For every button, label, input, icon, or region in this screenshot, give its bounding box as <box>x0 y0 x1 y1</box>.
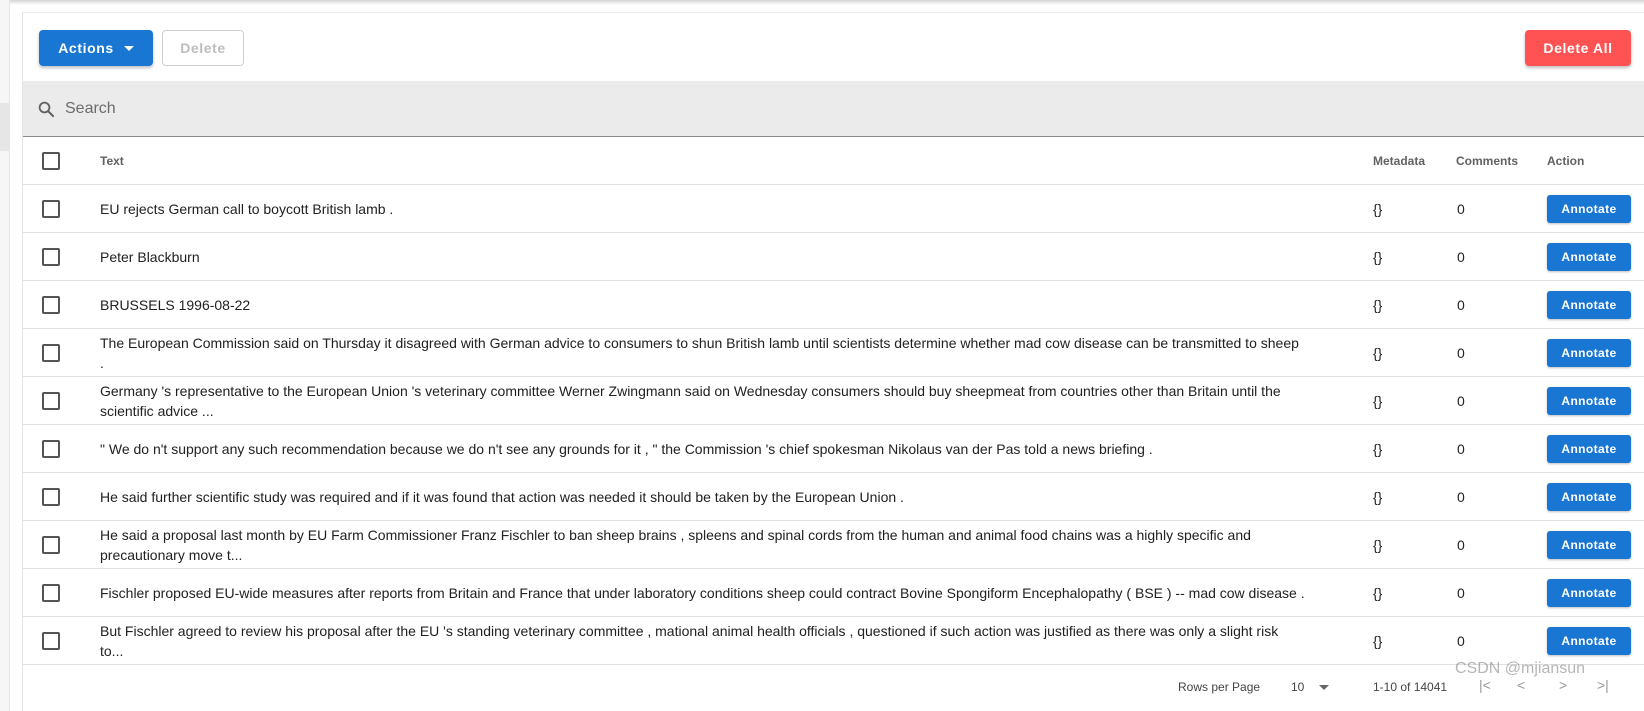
row-metadata: {} <box>1373 393 1383 409</box>
row-comments: 0 <box>1457 633 1465 649</box>
select-all-checkbox[interactable] <box>42 152 60 170</box>
table-row <box>23 569 1644 617</box>
left-rail-highlight <box>0 103 10 151</box>
prev-page-icon[interactable]: < <box>1517 677 1526 693</box>
annotate-button[interactable]: Annotate <box>1547 483 1631 511</box>
rows-per-page-label: Rows per Page <box>1178 680 1261 694</box>
row-metadata: {} <box>1373 585 1383 601</box>
first-page-icon[interactable]: |< <box>1479 677 1491 693</box>
header-comments[interactable]: Comments <box>1456 154 1519 168</box>
watermark-text: CSDN @mjiansun <box>1455 660 1586 677</box>
toolbar <box>23 13 1644 81</box>
search-input[interactable] <box>63 95 1463 123</box>
table-footer <box>23 665 1644 709</box>
table-row <box>23 617 1644 665</box>
row-text: Germany 's representative to the European Union 's veterinary committee Werner Zwingmann said on Wednesday consumers should buy sheepmeat from countries other than Britain until the scientific advice ... <box>100 383 1281 419</box>
table-row <box>23 233 1644 281</box>
table-row <box>23 521 1644 569</box>
header-metadata[interactable]: Metadata <box>1373 154 1426 168</box>
pagination-range: 1-10 of 14041 <box>1373 680 1448 694</box>
left-rail <box>0 0 10 711</box>
actions-button[interactable] <box>39 30 153 66</box>
annotate-button[interactable]: Annotate <box>1547 291 1631 319</box>
annotate-button[interactable]: Annotate <box>1547 579 1631 607</box>
delete-all-button[interactable]: Delete All <box>1525 30 1631 66</box>
row-checkbox[interactable] <box>42 392 60 410</box>
row-text: EU rejects German call to boycott British lamb . <box>100 201 394 217</box>
top-shadow <box>0 0 1644 5</box>
row-comments: 0 <box>1457 537 1465 553</box>
search-icon <box>37 100 55 118</box>
table-header-row <box>23 137 1644 185</box>
row-comments: 0 <box>1457 249 1465 265</box>
row-comments: 0 <box>1457 585 1465 601</box>
chevron-down-icon[interactable] <box>1319 685 1329 690</box>
table-row <box>23 425 1644 473</box>
row-comments: 0 <box>1457 201 1465 217</box>
row-checkbox[interactable] <box>42 200 60 218</box>
annotate-button[interactable]: Annotate <box>1547 195 1631 223</box>
row-comments: 0 <box>1457 489 1465 505</box>
row-checkbox[interactable] <box>42 344 60 362</box>
row-checkbox[interactable] <box>42 248 60 266</box>
table-row <box>23 185 1644 233</box>
rows-per-page-select[interactable]: 10 <box>1291 680 1305 694</box>
row-metadata: {} <box>1373 297 1383 313</box>
delete-button[interactable]: Delete <box>162 30 244 66</box>
row-metadata: {} <box>1373 441 1383 457</box>
last-page-icon[interactable]: >| <box>1597 677 1609 693</box>
row-metadata: {} <box>1373 345 1383 361</box>
row-checkbox[interactable] <box>42 488 60 506</box>
row-metadata: {} <box>1373 633 1383 649</box>
row-checkbox[interactable] <box>42 632 60 650</box>
row-checkbox[interactable] <box>42 296 60 314</box>
annotate-button[interactable]: Annotate <box>1547 435 1631 463</box>
row-checkbox[interactable] <box>42 536 60 554</box>
row-metadata: {} <box>1373 201 1383 217</box>
table-row <box>23 377 1644 425</box>
next-page-icon[interactable]: > <box>1559 677 1568 693</box>
row-comments: 0 <box>1457 393 1465 409</box>
row-comments: 0 <box>1457 441 1465 457</box>
row-text: Peter Blackburn <box>100 249 200 265</box>
dataset-card <box>22 12 1644 711</box>
actions-button-label: Actions <box>58 40 114 56</box>
annotate-button[interactable]: Annotate <box>1547 627 1631 655</box>
search-bar <box>23 81 1644 137</box>
row-text: He said a proposal last month by EU Farm Commissioner Franz Fischler to ban sheep brains , spleens and spinal cords from the human and animal food chains was a highly specific and precautionary move t... <box>100 527 1251 563</box>
annotate-button[interactable]: Annotate <box>1547 243 1631 271</box>
table-row <box>23 329 1644 377</box>
row-text: The European Commission said on Thursday it disagreed with German advice to consumers to shun British lamb until scientists determine whether mad cow disease can be transmitted to sheep . <box>100 335 1299 371</box>
caret-down-icon <box>124 46 134 51</box>
table-row <box>23 281 1644 329</box>
table-row <box>23 473 1644 521</box>
annotate-button[interactable]: Annotate <box>1547 531 1631 559</box>
annotate-button[interactable]: Annotate <box>1547 387 1631 415</box>
row-checkbox[interactable] <box>42 440 60 458</box>
row-metadata: {} <box>1373 489 1383 505</box>
header-text[interactable]: Text <box>100 154 124 168</box>
row-text: He said further scientific study was required and if it was found that action was needed it should be taken by the European Union . <box>100 489 904 505</box>
row-text: " We do n't support any such recommendation because we do n't see any grounds for it , " the Commission 's chief spokesman Nikolaus van der Pas told a news briefing . <box>100 441 1153 457</box>
annotate-button[interactable]: Annotate <box>1547 339 1631 367</box>
row-metadata: {} <box>1373 537 1383 553</box>
row-text: BRUSSELS 1996-08-22 <box>100 297 251 313</box>
row-comments: 0 <box>1457 297 1465 313</box>
row-comments: 0 <box>1457 345 1465 361</box>
row-text: But Fischler agreed to review his proposal after the EU 's standing veterinary committee , mational animal health officials , questioned if such action was justified as there was only a slight risk to... <box>100 623 1279 659</box>
row-text: Fischler proposed EU-wide measures after reports from Britain and France that under laboratory conditions sheep could contract Bovine Spongiform Encephalopathy ( BSE ) -- mad cow disease . <box>100 585 1305 601</box>
documents-table <box>23 137 1644 665</box>
row-metadata: {} <box>1373 249 1383 265</box>
row-checkbox[interactable] <box>42 584 60 602</box>
header-action: Action <box>1547 154 1585 168</box>
